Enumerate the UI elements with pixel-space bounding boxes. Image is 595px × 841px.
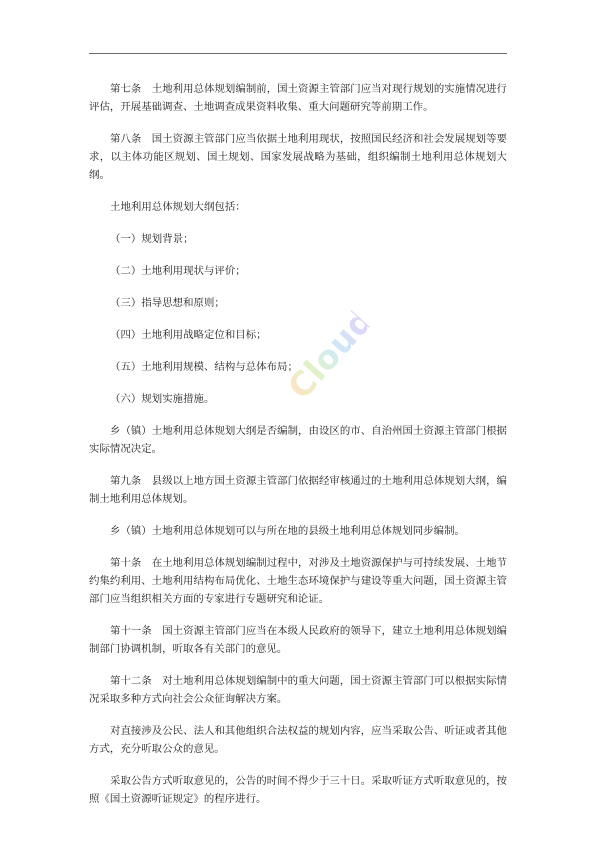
outline-item-6: （六）规划实施措施。 [110, 393, 215, 405]
outline-item-2: （二）土地利用现状与评价； [110, 265, 246, 277]
article-11-paragraph: 第十一条 国土资源主管部门应当在本级人民政府的领导下，建立土地利用总体规划编制部门协调机制，听取各有关部门的意见。 [89, 625, 507, 655]
article-12-paragraph: 第十二条 对土地利用总体规划编制中的重大问题，国土资源主管部门可以根据实际情况采取多种方式向社会公众征询解决方案。 [89, 675, 507, 705]
article-7-paragraph: 第七条 土地利用总体规划编制前，国土资源主管部门应当对现行规划的实施情况进行评估，开展基础调查、土地调查成果资料收集、重大问题研究等前期工作。 [89, 83, 507, 113]
article-10-paragraph: 第十条 在土地利用总体规划编制过程中，对涉及土地资源保护与可持续发展、土地节约集约利用、土地利用结构布局优化、土地生态环境保护与建设等重大问题，国土资源主管部门应当组织相关方面的专家进行专题研究和论证。 [89, 557, 507, 605]
outline-item-5: （五）土地利用规模、结构与总体布局； [110, 361, 298, 373]
outline-item-3: （三）指导思想和原则； [110, 297, 225, 309]
outline-item-1: （一）规划背景； [110, 233, 194, 245]
article-9-paragraph: 第九条 县级以上地方国土资源主管部门依据经审核通过的土地利用总体规划大纲，编制土地利用总体规划。 [89, 475, 507, 505]
outline-item-4: （四）土地利用战略定位和目标； [110, 329, 267, 341]
announcement-hearing-paragraph: 采取公告方式听取意见的，公告的时间不得少于三十日。采取听证方式听取意见的，按照《国土资源听证规定》的程序进行。 [89, 775, 507, 805]
public-opinion-paragraph: 对直接涉及公民、法人和其他组织合法权益的规划内容，应当采取公告、听证或者其他方式，充分听取公众的意见。 [89, 725, 507, 755]
township-plan-paragraph: 乡（镇）土地利用总体规划可以与所在地的县级土地利用总体规划同步编制。 [110, 525, 465, 537]
document-body [89, 80, 507, 808]
header-divider [89, 53, 507, 54]
outline-intro-paragraph: 土地利用总体规划大纲包括： [110, 201, 246, 213]
township-outline-paragraph: 乡（镇）土地利用总体规划大纲是否编制，由设区的市、自治州国土资源主管部门根据实际情况决定。 [89, 425, 507, 455]
cloud-watermark: Cloud [274, 301, 383, 413]
article-8-paragraph: 第八条 国土资源主管部门应当依据土地利用现状，按照国民经济和社会发展规划等要求，以主体功能区规划、国土规划、国家发展战略为基础，组织编制土地利用总体规划大纲。 [89, 133, 507, 181]
